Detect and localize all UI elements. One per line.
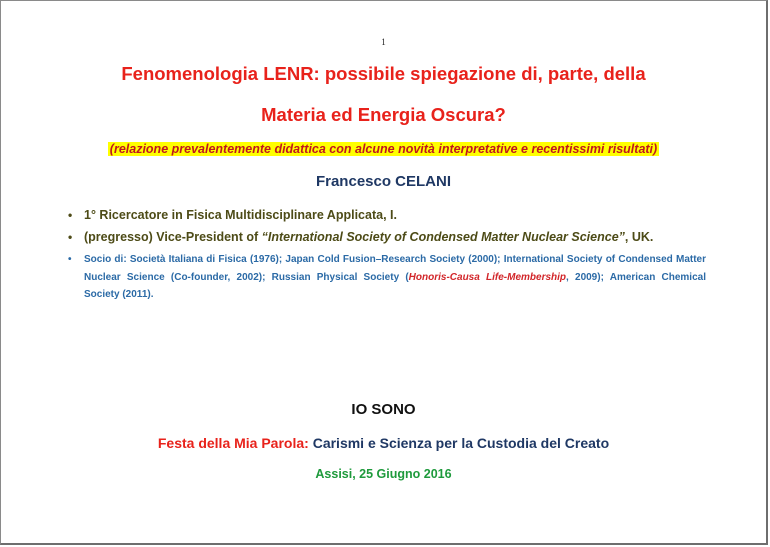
bio-item-organization: “International Society of Condensed Matter Nuclear Science” (261, 230, 625, 244)
title-line-2: Materia ed Energia Oscura? (261, 104, 506, 125)
event-name (1, 435, 766, 451)
event-heading: IO SONO (351, 401, 416, 418)
bullet-icon: • (68, 230, 73, 244)
subtitle-block (1, 140, 766, 158)
bio-item-prefix: Socio di: Società Italiana di Fisica (1976); Japan Cold Fusion–Research Society (2000); International Society of Condensed Matter Nuclear Science (Co-founder, 2002); Russian Physical Society ( (84, 254, 706, 283)
bio-item-suffix: , 2009); American Chemical Society (2011). (84, 271, 706, 300)
bio-item-memberships (68, 251, 706, 304)
event-name-part1: Festa della Mia Parola: (157, 435, 313, 451)
subtitle: (relazione prevalentemente didattica con alcune novità interpretative e recentissimi risultati) (109, 142, 658, 156)
bullet-icon: • (68, 254, 72, 265)
title-line-1: Fenomenologia LENR: possibile spiegazione di, parte, della (121, 63, 646, 84)
event-date: Assisi, 25 Giugno 2016 (315, 467, 452, 481)
event-name-part2: Carismi e Scienza per la Custodia del Creato (312, 435, 610, 451)
author-bio-list (68, 205, 706, 304)
bio-item-role (68, 205, 706, 225)
author-name: Francesco CELANI (315, 173, 452, 190)
bio-item-text: 1° Ricercatore in Fisica Multidisciplinare Applicata, I. (84, 208, 397, 222)
bio-item-suffix: , UK. (624, 230, 654, 244)
page-number: 1 (381, 37, 386, 47)
bio-item-prefix: (pregresso) Vice-President of (84, 230, 262, 244)
bullet-icon: • (68, 208, 73, 222)
bio-item-honorary: Honoris-Causa Life-Membership (408, 271, 567, 283)
bio-item-vice-president (68, 227, 706, 247)
